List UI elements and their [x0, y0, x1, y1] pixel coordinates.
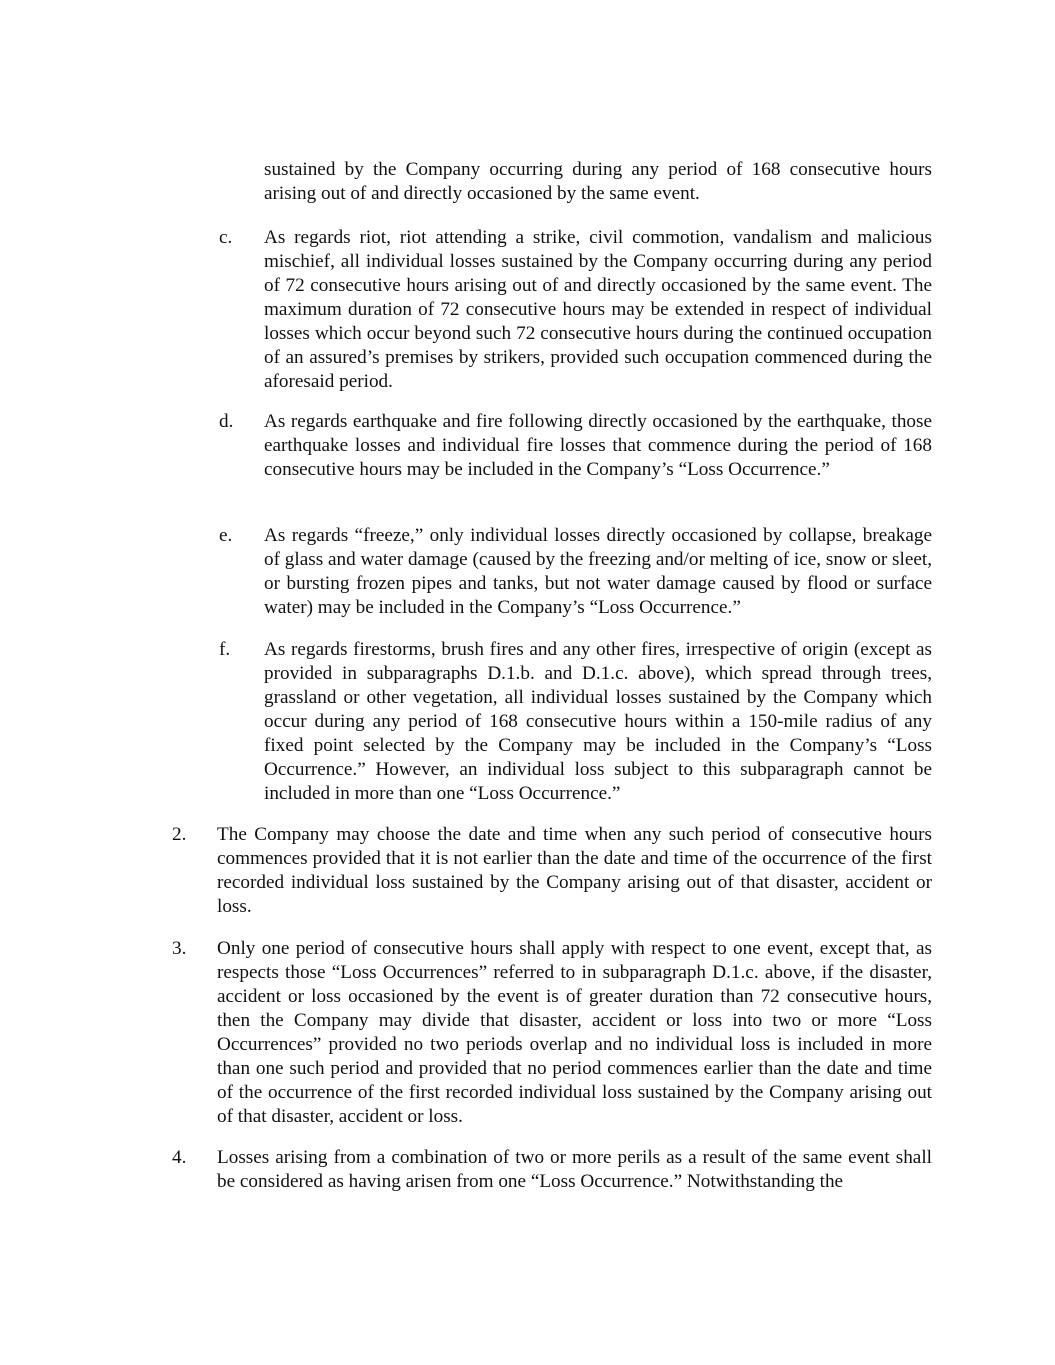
paragraph-3-text: Only one period of consecutive hours shall apply with respect to one event, except that, as respects those “Loss Occurrences” referred to in subparagraph D.1.c. above, if the disaster, accident or loss occasioned by the event is of greater duration than 72 consecutive hours, then the Company may divide that disaster, accident or loss into two or more “Loss Occurrences” provided no two periods overlap and no individual loss is included in more than one such period and provided that no period commences earlier than the date and time of the occurrence of the first recorded individual loss sustained by the Company arising out of that disaster, accident or loss. — [217, 938, 932, 1127]
subparagraph-c-marker: c. — [219, 227, 233, 248]
subparagraph-e-marker: e. — [219, 525, 233, 546]
paragraph-2-text: The Company may choose the date and time when any such period of consecutive hours commences provided that it is not earlier than the date and time of the occurrence of the first recorded individual loss sustained by the Company arising out of that disaster, accident or loss. — [217, 824, 932, 917]
paragraph-3-marker: 3. — [172, 938, 187, 959]
subparagraph-d-marker: d. — [219, 411, 234, 432]
subparagraph-f-marker: f. — [219, 639, 231, 660]
paragraph-4-text: Losses arising from a combination of two or more perils as a result of the same event shall be considered as having arisen from one “Loss Occurrence.” Notwithstanding the — [217, 1147, 932, 1192]
subparagraph-c-text: As regards riot, riot attending a strike, civil commotion, vandalism and malicious mischief, all individual losses sustained by the Company occurring during any period of 72 consecutive hours arising out of and directly occasioned by the same event. The maximum duration of 72 consecutive hours may be extended in respect of individual losses which occur beyond such 72 consecutive hours during the continued occupation of an assured’s premises by strikers, provided such occupation commenced during the aforesaid period. — [264, 227, 932, 392]
subparagraph-e-text: As regards “freeze,” only individual losses directly occasioned by collapse, breakage of glass and water damage (caused by the freezing and/or melting of ice, snow or sleet, or bursting frozen pipes and tanks, but not water damage caused by flood or surface water) may be included in the Company’s “Loss Occurrence.” — [264, 525, 932, 618]
continuation-paragraph: sustained by the Company occurring during any period of 168 consecutive hours arising out of and directly occasioned by the same event. — [264, 159, 932, 204]
subparagraph-f-text: As regards firestorms, brush fires and any other fires, irrespective of origin (except as provided in subparagraphs D.1.b. and D.1.c. above), which spread through trees, grassland or other vegetation, all individual losses sustained by the Company which occur during any period of 168 consecutive hours within a 150-mile radius of any fixed point selected by the Company may be included in the Company’s “Loss Occurrence.” However, an individual loss subject to this subparagraph cannot be included in more than one “Loss Occurrence.” — [264, 639, 932, 804]
paragraph-2-marker: 2. — [172, 824, 187, 845]
paragraph-4-marker: 4. — [172, 1147, 187, 1168]
subparagraph-d-text: As regards earthquake and fire following directly occasioned by the earthquake, those earthquake losses and individual fire losses that commence during the period of 168 consecutive hours may be included in the Company’s “Loss Occurrence.” — [264, 411, 932, 480]
